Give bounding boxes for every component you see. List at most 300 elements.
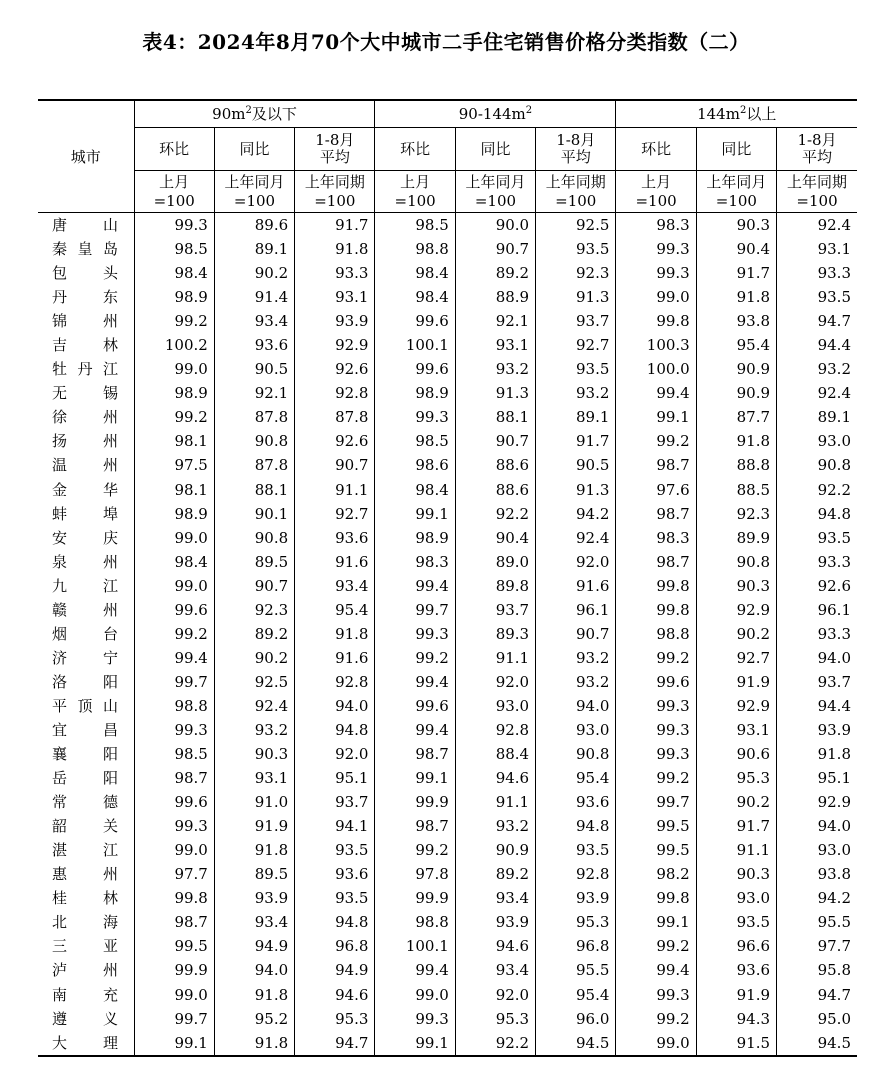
base-header xyxy=(536,171,616,213)
index-value: 98.8 xyxy=(134,694,214,718)
city-name-char: 平 xyxy=(52,696,68,715)
index-value: 92.0 xyxy=(536,550,616,574)
city-name-char: 无 xyxy=(52,384,68,403)
city-name-char: 襄 xyxy=(52,745,68,764)
table-row xyxy=(38,357,857,381)
table-row xyxy=(38,429,857,453)
index-value: 98.5 xyxy=(134,237,214,261)
index-value: 93.6 xyxy=(295,862,375,886)
city-name-box xyxy=(52,983,118,1007)
city-name-box xyxy=(52,429,118,453)
city-name-box xyxy=(52,381,118,405)
index-value: 100.1 xyxy=(375,934,455,958)
index-value: 93.4 xyxy=(214,910,294,934)
index-value: 93.5 xyxy=(536,838,616,862)
city-name-box xyxy=(52,285,118,309)
city-name xyxy=(38,886,134,910)
index-value: 96.6 xyxy=(696,934,776,958)
city-name-char: 宁 xyxy=(102,648,118,667)
metric-header: 同比 xyxy=(214,128,294,171)
index-value: 94.9 xyxy=(295,958,375,982)
city-name xyxy=(38,502,134,526)
index-value: 95.5 xyxy=(817,913,851,932)
index-value: 92.7 xyxy=(696,646,776,670)
table-row xyxy=(38,526,857,550)
city-name-char: 湛 xyxy=(52,841,68,860)
index-value: 93.3 xyxy=(295,261,375,285)
index-value: 99.4 xyxy=(375,718,455,742)
city-name-box xyxy=(52,333,118,357)
city-name xyxy=(38,958,134,982)
city-name-box xyxy=(52,526,118,550)
index-value: 94.1 xyxy=(295,814,375,838)
index-value: 90.4 xyxy=(696,237,776,261)
index-value: 96.8 xyxy=(536,934,616,958)
table-row xyxy=(38,910,857,934)
index-value: 99.1 xyxy=(375,1031,455,1056)
index-value: 89.6 xyxy=(214,213,294,238)
index-value: 91.9 xyxy=(696,670,776,694)
index-value: 99.0 xyxy=(134,526,214,550)
index-value: 94.6 xyxy=(455,934,535,958)
metric-header xyxy=(536,128,616,171)
index-value: 87.8 xyxy=(295,405,375,429)
city-name-box xyxy=(52,694,118,718)
index-value: 99.4 xyxy=(616,381,696,405)
index-value: 93.5 xyxy=(536,357,616,381)
city-name-box xyxy=(52,838,118,862)
index-value: 96.1 xyxy=(817,600,851,619)
city-name xyxy=(38,285,134,309)
city-name-char: 州 xyxy=(102,865,118,884)
index-value: 93.6 xyxy=(214,333,294,357)
index-value: 94.8 xyxy=(295,718,375,742)
index-value: 94.7 xyxy=(295,1031,375,1056)
table-row xyxy=(38,309,857,333)
index-value: 99.1 xyxy=(134,1031,214,1056)
index-value: 99.2 xyxy=(616,1007,696,1031)
index-value: 93.7 xyxy=(455,598,535,622)
index-value: 92.7 xyxy=(536,333,616,357)
city-name-box xyxy=(52,1031,118,1055)
city-name xyxy=(38,838,134,862)
index-value: 98.9 xyxy=(134,502,214,526)
city-name-box xyxy=(52,453,118,477)
city-name xyxy=(38,261,134,285)
index-value: 92.2 xyxy=(455,502,535,526)
index-value: 95.4 xyxy=(536,983,616,1007)
table-row xyxy=(38,670,857,694)
metric-header: 同比 xyxy=(696,128,776,171)
city-name-char: 州 xyxy=(102,432,118,451)
index-value: 93.2 xyxy=(214,718,294,742)
index-value: 95.3 xyxy=(455,1007,535,1031)
table-row xyxy=(38,237,857,261)
index-value: 95.4 xyxy=(696,333,776,357)
index-value: 91.7 xyxy=(295,213,375,238)
city-name-char: 赣 xyxy=(52,600,68,619)
index-value: 99.7 xyxy=(134,670,214,694)
city-name xyxy=(38,574,134,598)
group-header-medium: $90-144m^2$ xyxy=(375,100,616,128)
index-value: 94.3 xyxy=(696,1007,776,1031)
city-name-box xyxy=(52,622,118,646)
index-value: 93.2 xyxy=(536,646,616,670)
index-value: 99.3 xyxy=(134,213,214,238)
index-value: 88.1 xyxy=(214,478,294,502)
index-value: 93.5 xyxy=(696,910,776,934)
index-value: 99.3 xyxy=(134,814,214,838)
index-value: 90.2 xyxy=(696,622,776,646)
city-name-char: 北 xyxy=(52,913,68,932)
index-value: 91.8 xyxy=(295,622,375,646)
index-value: 92.4 xyxy=(536,526,616,550)
city-name-char: 充 xyxy=(102,985,118,1004)
index-value: 99.2 xyxy=(134,622,214,646)
city-name xyxy=(38,694,134,718)
table-row xyxy=(38,453,857,477)
index-value: 99.4 xyxy=(134,646,214,670)
price-index-table xyxy=(38,99,857,1057)
index-value: 99.2 xyxy=(134,405,214,429)
index-value: 89.5 xyxy=(214,862,294,886)
index-value: 99.8 xyxy=(616,598,696,622)
index-value: 93.1 xyxy=(455,333,535,357)
index-value: 94.0 xyxy=(214,958,294,982)
index-value: 92.2 xyxy=(455,1031,535,1056)
city-name xyxy=(38,814,134,838)
index-value: 90.7 xyxy=(214,574,294,598)
index-value: 90.7 xyxy=(295,453,375,477)
base-header-line: 上年同月 xyxy=(465,172,526,191)
index-value: 98.9 xyxy=(375,381,455,405)
base-header xyxy=(295,171,375,213)
index-value: 99.2 xyxy=(375,646,455,670)
index-value: 92.1 xyxy=(214,381,294,405)
index-value: 88.8 xyxy=(696,453,776,477)
index-value: 92.9 xyxy=(295,333,375,357)
index-value: 99.5 xyxy=(616,838,696,862)
index-value: 90.9 xyxy=(696,357,776,381)
table-row xyxy=(38,1031,857,1056)
city-name xyxy=(38,742,134,766)
city-name-box xyxy=(52,309,118,333)
city-name-char: 常 xyxy=(52,793,68,812)
index-value: 92.3 xyxy=(536,261,616,285)
base-header xyxy=(455,171,535,213)
index-value: 99.8 xyxy=(616,574,696,598)
index-value: 98.4 xyxy=(134,550,214,574)
index-value: 99.3 xyxy=(616,261,696,285)
index-value: 93.2 xyxy=(455,357,535,381)
index-value: 91.8 xyxy=(696,285,776,309)
base-header-line: =100 xyxy=(474,191,517,210)
group-header-large: $144m^2$以上 xyxy=(616,100,857,128)
index-value: 98.3 xyxy=(616,213,696,238)
city-name xyxy=(38,405,134,429)
index-value: 90.8 xyxy=(214,429,294,453)
index-value: 90.3 xyxy=(696,213,776,238)
index-value: 99.0 xyxy=(134,357,214,381)
index-value: 100.0 xyxy=(616,357,696,381)
index-value: 99.4 xyxy=(375,670,455,694)
index-value: 94.8 xyxy=(295,910,375,934)
index-value: 93.9 xyxy=(295,309,375,333)
index-value: 98.4 xyxy=(375,285,455,309)
index-value: 99.1 xyxy=(616,405,696,429)
base-header-line: =100 xyxy=(796,191,838,210)
index-value: 88.9 xyxy=(455,285,535,309)
index-value: 89.2 xyxy=(455,862,535,886)
city-name xyxy=(38,381,134,405)
base-header-line: =100 xyxy=(233,191,276,210)
index-value: 96.0 xyxy=(536,1007,616,1031)
city-name xyxy=(38,1031,134,1056)
index-value: 99.0 xyxy=(134,574,214,598)
index-value: 98.9 xyxy=(134,381,214,405)
base-header-line: =100 xyxy=(314,191,356,210)
index-value: 90.5 xyxy=(214,357,294,381)
index-value: 95.3 xyxy=(536,910,616,934)
city-name-char: 海 xyxy=(102,913,118,932)
city-name-char: 埠 xyxy=(102,504,118,523)
base-header xyxy=(134,171,214,213)
city-name-char: 山 xyxy=(102,216,118,235)
index-value: 98.6 xyxy=(375,453,455,477)
city-name-char: 惠 xyxy=(52,865,68,884)
city-name-char: 林 xyxy=(102,889,118,908)
city-name-char: 牡 xyxy=(52,360,68,379)
table-row xyxy=(38,838,857,862)
city-name-box xyxy=(52,502,118,526)
city-name-char: 关 xyxy=(102,817,118,836)
index-value: 89.0 xyxy=(455,550,535,574)
index-value: 94.2 xyxy=(817,889,851,908)
index-value: 93.7 xyxy=(817,672,851,691)
city-name-char: 遵 xyxy=(52,1009,68,1028)
metric-header-line: 1-8月 xyxy=(315,131,355,149)
index-value: 88.6 xyxy=(455,478,535,502)
city-name-char: 锡 xyxy=(102,384,118,403)
index-value: 99.6 xyxy=(375,694,455,718)
city-name-char: 德 xyxy=(102,793,118,812)
index-value: 99.3 xyxy=(616,237,696,261)
index-value: 99.0 xyxy=(616,285,696,309)
index-value: 92.2 xyxy=(817,480,851,499)
index-value: 98.5 xyxy=(134,742,214,766)
index-value: 92.5 xyxy=(536,213,616,238)
index-value: 90.8 xyxy=(817,456,851,475)
table-row xyxy=(38,958,857,982)
index-value: 92.5 xyxy=(214,670,294,694)
index-value: 98.7 xyxy=(375,742,455,766)
index-value: 95.1 xyxy=(817,769,851,788)
index-value: 90.9 xyxy=(696,381,776,405)
city-name-char: 大 xyxy=(52,1033,68,1052)
metric-header xyxy=(295,128,375,171)
table-row xyxy=(38,261,857,285)
index-value: 99.9 xyxy=(375,886,455,910)
index-value: 93.6 xyxy=(536,790,616,814)
index-value: 96.1 xyxy=(536,598,616,622)
index-value: 94.8 xyxy=(536,814,616,838)
city-name-char: 庆 xyxy=(102,528,118,547)
index-value: 98.5 xyxy=(375,429,455,453)
index-value: 97.5 xyxy=(134,453,214,477)
table-row xyxy=(38,1007,857,1031)
index-value: 99.4 xyxy=(616,958,696,982)
city-name-box xyxy=(52,646,118,670)
city-name-char: 泉 xyxy=(52,552,68,571)
index-value: 99.9 xyxy=(375,790,455,814)
index-value: 92.0 xyxy=(455,670,535,694)
index-value: 99.7 xyxy=(616,790,696,814)
base-header-line: 上月 xyxy=(400,172,431,191)
city-name-char: 岛 xyxy=(102,240,118,259)
table-row xyxy=(38,502,857,526)
index-value: 92.9 xyxy=(696,598,776,622)
city-name xyxy=(38,429,134,453)
base-header-line: =100 xyxy=(715,191,757,210)
index-value: 99.6 xyxy=(134,598,214,622)
city-name xyxy=(38,910,134,934)
index-value: 91.6 xyxy=(295,646,375,670)
index-value: 99.2 xyxy=(375,838,455,862)
index-value: 99.8 xyxy=(134,886,214,910)
index-value: 92.7 xyxy=(295,502,375,526)
city-name-box xyxy=(52,574,118,598)
index-value: 99.7 xyxy=(134,1007,214,1031)
index-value: 94.6 xyxy=(455,766,535,790)
city-name xyxy=(38,790,134,814)
index-value: 99.0 xyxy=(134,983,214,1007)
index-value: 93.4 xyxy=(214,309,294,333)
index-value: 93.5 xyxy=(295,838,375,862)
city-name-char: 温 xyxy=(52,456,68,475)
index-value: 94.7 xyxy=(817,985,851,1004)
city-name xyxy=(38,718,134,742)
city-name-box xyxy=(52,862,118,886)
index-value: 90.2 xyxy=(696,790,776,814)
index-value: 89.5 xyxy=(214,550,294,574)
index-value: 99.3 xyxy=(616,742,696,766)
index-value: 91.8 xyxy=(214,838,294,862)
table-row xyxy=(38,886,857,910)
city-name-box xyxy=(52,478,118,502)
metric-header-line: 平均 xyxy=(319,148,350,166)
index-value: 94.0 xyxy=(817,648,851,667)
index-value: 90.3 xyxy=(696,862,776,886)
index-value: 98.2 xyxy=(616,862,696,886)
city-name-box xyxy=(52,886,118,910)
index-value: 98.8 xyxy=(375,237,455,261)
index-value: 93.2 xyxy=(536,381,616,405)
table-row xyxy=(38,213,857,238)
index-value: 90.1 xyxy=(214,502,294,526)
index-value: 91.1 xyxy=(455,646,535,670)
index-value: 93.4 xyxy=(455,958,535,982)
index-value: 94.0 xyxy=(817,817,851,836)
index-value: 89.1 xyxy=(536,405,616,429)
index-value: 93.5 xyxy=(817,288,851,307)
index-value: 92.8 xyxy=(455,718,535,742)
index-value: 88.6 xyxy=(455,453,535,477)
city-name-char: 州 xyxy=(102,552,118,571)
index-value: 99.5 xyxy=(134,934,214,958)
index-value: 90.6 xyxy=(696,742,776,766)
city-name-char: 理 xyxy=(102,1033,118,1052)
city-name xyxy=(38,622,134,646)
city-name-char: 秦 xyxy=(52,240,68,259)
base-header-line: 上年同期 xyxy=(545,172,606,191)
index-value: 98.1 xyxy=(134,429,214,453)
city-name-char: 丹 xyxy=(77,360,93,379)
index-value: 100.2 xyxy=(134,333,214,357)
city-name-char: 安 xyxy=(52,528,68,547)
index-value: 98.8 xyxy=(616,622,696,646)
index-value: 98.1 xyxy=(134,478,214,502)
city-name-box xyxy=(52,357,118,381)
index-value: 92.0 xyxy=(455,983,535,1007)
index-value: 94.8 xyxy=(817,504,851,523)
index-value: 93.1 xyxy=(696,718,776,742)
index-value: 93.3 xyxy=(817,552,851,571)
index-value: 91.1 xyxy=(455,790,535,814)
index-value: 88.5 xyxy=(696,478,776,502)
city-name-char: 洛 xyxy=(52,672,68,691)
index-value: 90.3 xyxy=(214,742,294,766)
index-value: 92.1 xyxy=(455,309,535,333)
city-name xyxy=(38,478,134,502)
index-value: 90.2 xyxy=(214,261,294,285)
city-name xyxy=(38,357,134,381)
table-row xyxy=(38,694,857,718)
index-value: 92.6 xyxy=(295,429,375,453)
index-value: 91.3 xyxy=(536,285,616,309)
index-value: 97.8 xyxy=(375,862,455,886)
city-name xyxy=(38,333,134,357)
index-value: 89.8 xyxy=(455,574,535,598)
city-name xyxy=(38,646,134,670)
group-header-small: $90m^2$及以下 xyxy=(134,100,375,128)
city-name xyxy=(38,453,134,477)
header-row-groups xyxy=(38,100,857,128)
city-name xyxy=(38,598,134,622)
city-name-box xyxy=(52,598,118,622)
index-value: 97.7 xyxy=(134,862,214,886)
base-header xyxy=(214,171,294,213)
index-value: 95.8 xyxy=(817,961,851,980)
index-value: 90.0 xyxy=(455,213,535,238)
index-value: 88.4 xyxy=(455,742,535,766)
index-value: 98.7 xyxy=(375,814,455,838)
city-name-char: 阳 xyxy=(102,745,118,764)
city-name-char: 济 xyxy=(52,648,68,667)
city-name-char: 华 xyxy=(102,480,118,499)
index-value: 98.5 xyxy=(375,213,455,238)
city-name-char: 宜 xyxy=(52,721,68,739)
base-header-line: 上年同期 xyxy=(304,172,365,191)
index-value: 91.8 xyxy=(295,237,375,261)
table-row xyxy=(38,718,857,742)
index-value: 89.2 xyxy=(455,261,535,285)
index-value: 95.5 xyxy=(536,958,616,982)
index-value: 91.1 xyxy=(696,838,776,862)
index-value: 92.3 xyxy=(214,598,294,622)
city-name-box xyxy=(52,405,118,429)
city-name-char: 南 xyxy=(52,985,68,1004)
city-name-char: 徐 xyxy=(52,408,68,427)
